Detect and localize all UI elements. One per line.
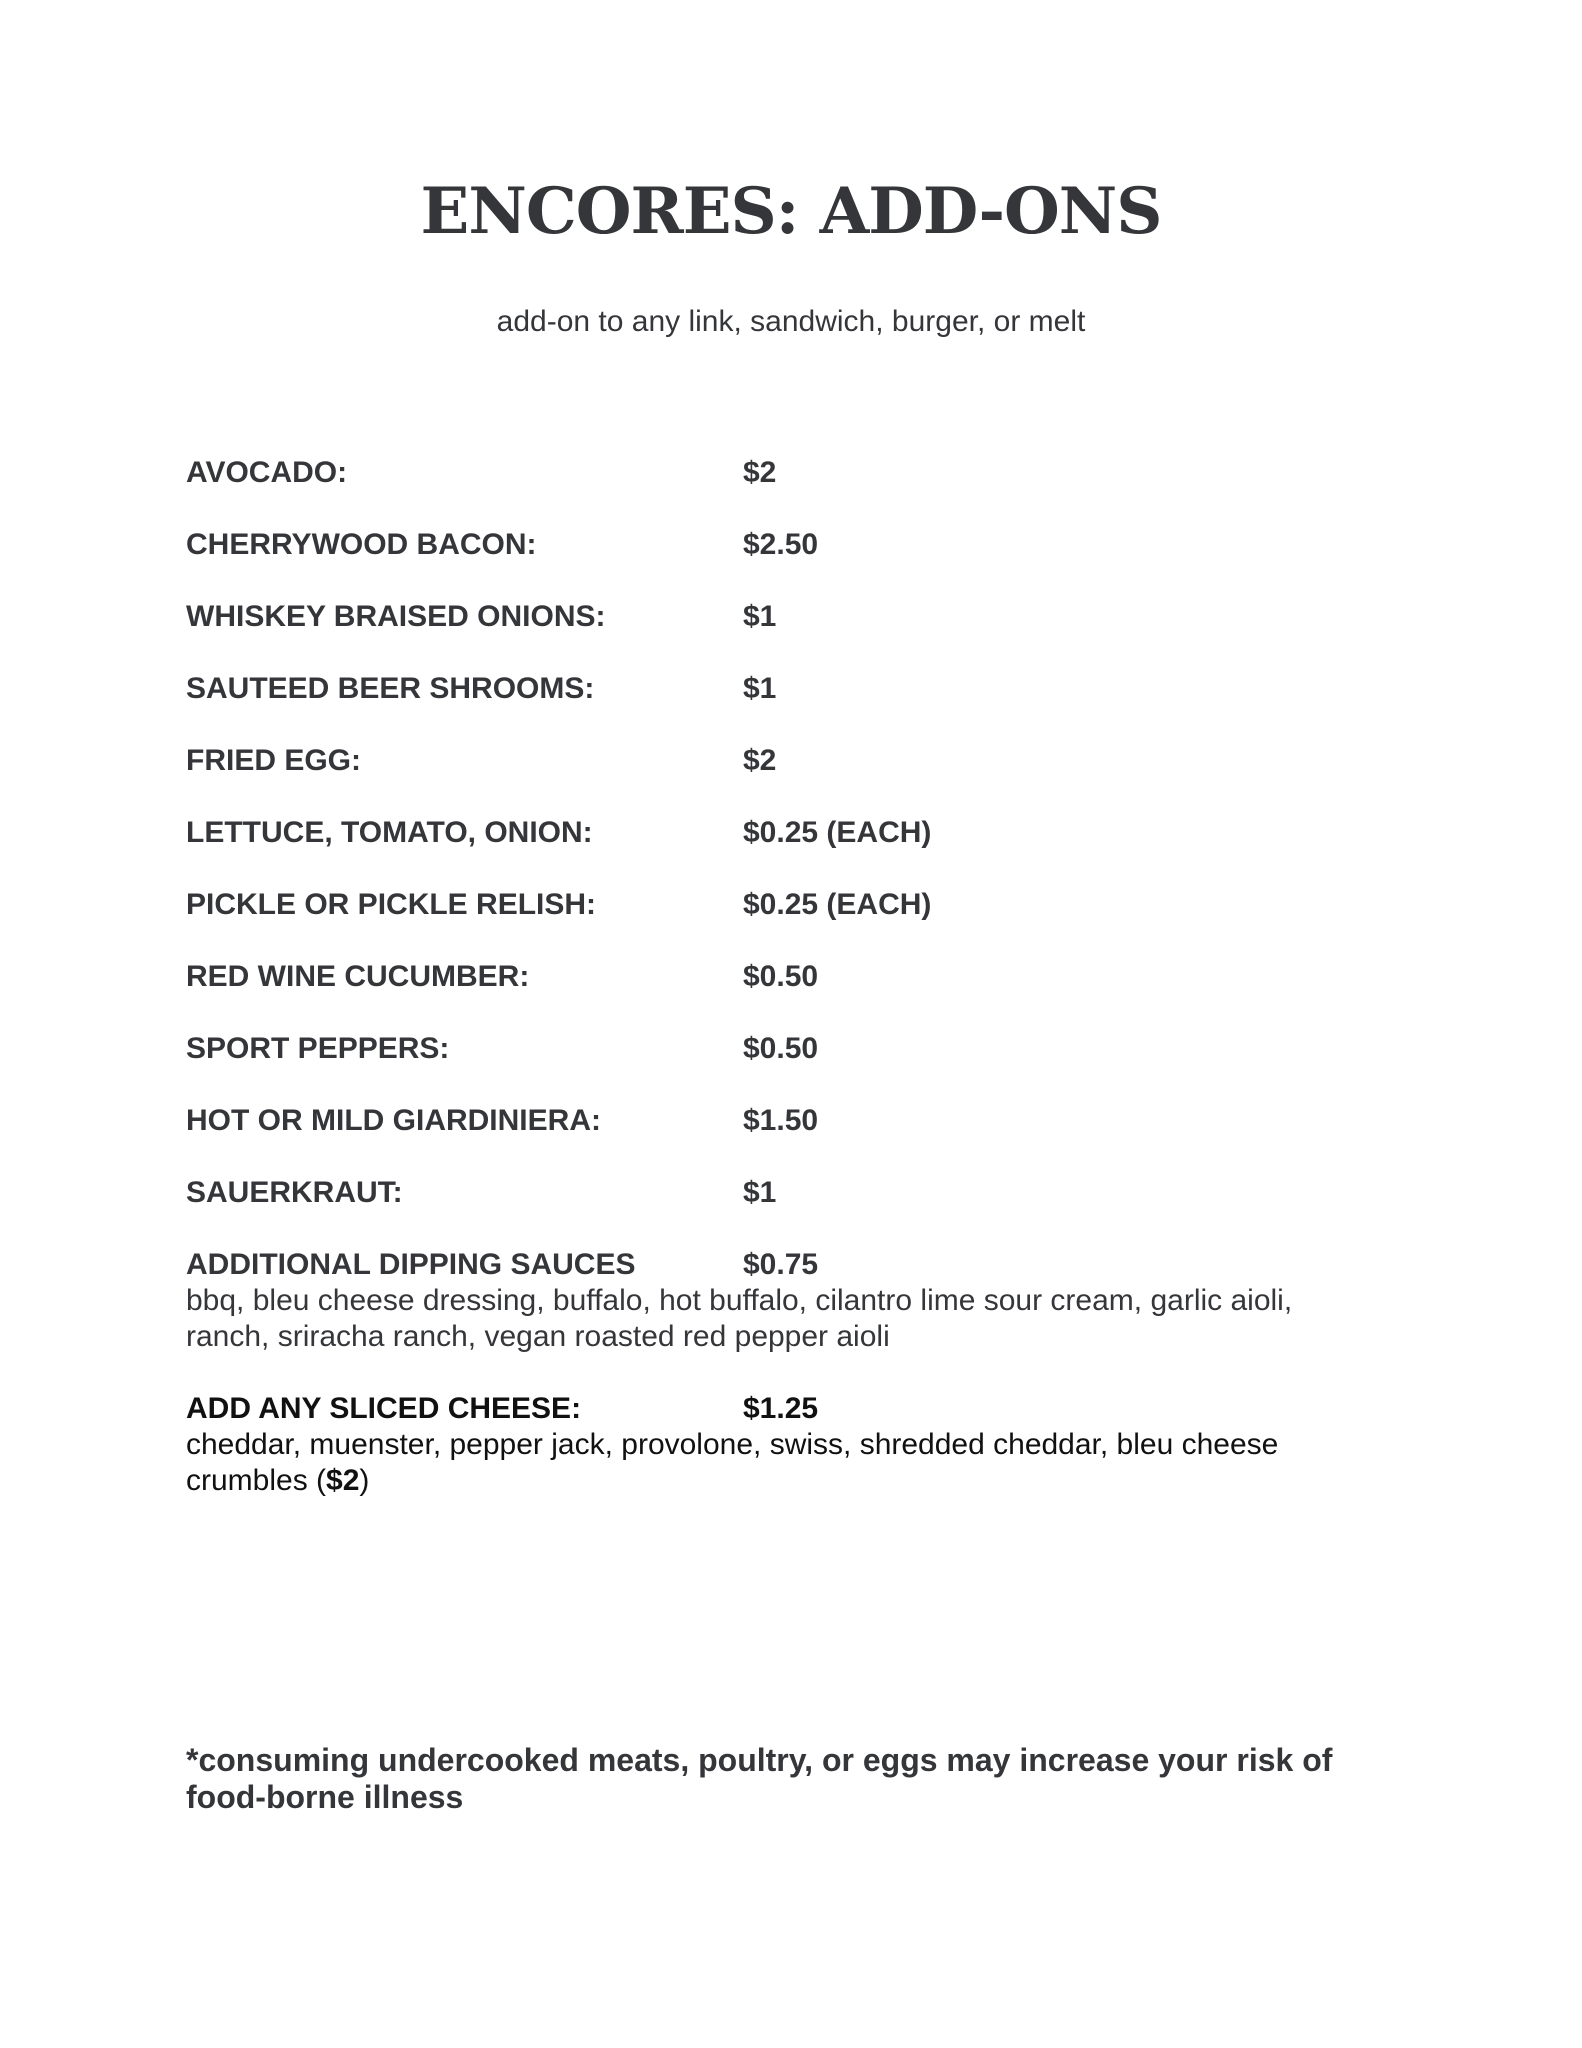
menu-item-egg [186, 743, 1386, 815]
item-name: SPORT PEPPERS: [186, 1032, 450, 1065]
item-name: AVOCADO: [186, 456, 348, 489]
item-name: CHERRYWOOD BACON: [186, 528, 537, 561]
item-price: $1 [743, 1176, 777, 1209]
item-name: WHISKEY BRAISED ONIONS: [186, 600, 606, 633]
item-name: SAUERKRAUT: [186, 1176, 403, 1209]
item-price: $0.50 [743, 960, 819, 993]
item-price: $1.50 [743, 1104, 819, 1137]
item-price: $2.50 [743, 528, 819, 561]
item-price: $0.50 [743, 1032, 819, 1065]
item-price: $0.25 (EACH) [743, 888, 932, 921]
item-price: $2 [743, 456, 777, 489]
menu-item-lto [186, 815, 1386, 887]
menu-item-giardiniera [186, 1103, 1386, 1175]
item-price: $1 [743, 672, 777, 705]
menu-item-avocado [186, 455, 1386, 527]
food-safety-footnote: *consuming undercooked meats, poultry, or eggs may increase your risk of food-borne illness [186, 1742, 1333, 1815]
menu-item-sliced-cheese [186, 1391, 1386, 1499]
item-price: $0.25 (EACH) [743, 816, 932, 849]
item-price: $1.25 [743, 1392, 819, 1425]
cheese-list: cheddar, muenster, pepper jack, provolone, swiss, shredded cheddar, bleu cheese crumbles ( [186, 1428, 1279, 1497]
page-title: ENCORES: ADD-ONS [420, 174, 1162, 249]
menu-item-onions [186, 599, 1386, 671]
item-name: HOT OR MILD GIARDINIERA: [186, 1104, 601, 1137]
addons-menu [186, 455, 1386, 1535]
item-name: PICKLE OR PICKLE RELISH: [186, 888, 597, 921]
menu-item-shrooms [186, 671, 1386, 743]
item-name: ADDITIONAL DIPPING SAUCES [186, 1248, 636, 1281]
menu-item-sport-peppers [186, 1031, 1386, 1103]
item-price: $1 [743, 600, 777, 633]
menu-item-dipping-sauces [186, 1247, 1386, 1355]
item-name: RED WINE CUCUMBER: [186, 960, 530, 993]
cheese-list-end: ) [359, 1464, 370, 1497]
menu-item-pickle [186, 887, 1386, 959]
bleu-cheese-price: $2 [326, 1464, 360, 1497]
item-price: $0.75 [743, 1248, 819, 1281]
item-price: $2 [743, 744, 777, 777]
page-subtitle: add-on to any link, sandwich, burger, or melt [496, 305, 1086, 338]
item-name: FRIED EGG: [186, 744, 362, 777]
item-description [186, 1427, 1346, 1499]
item-name: ADD ANY SLICED CHEESE: [186, 1392, 582, 1425]
menu-item-sauerkraut [186, 1175, 1386, 1247]
item-name: LETTUCE, TOMATO, ONION: [186, 816, 593, 849]
menu-item-cucumber [186, 959, 1386, 1031]
item-name: SAUTEED BEER SHROOMS: [186, 672, 595, 705]
menu-item-bacon [186, 527, 1386, 599]
item-description: bbq, bleu cheese dressing, buffalo, hot buffalo, cilantro lime sour cream, garlic aioli, ranch, sriracha ranch, vegan roasted red pepper aioli [186, 1284, 1293, 1353]
